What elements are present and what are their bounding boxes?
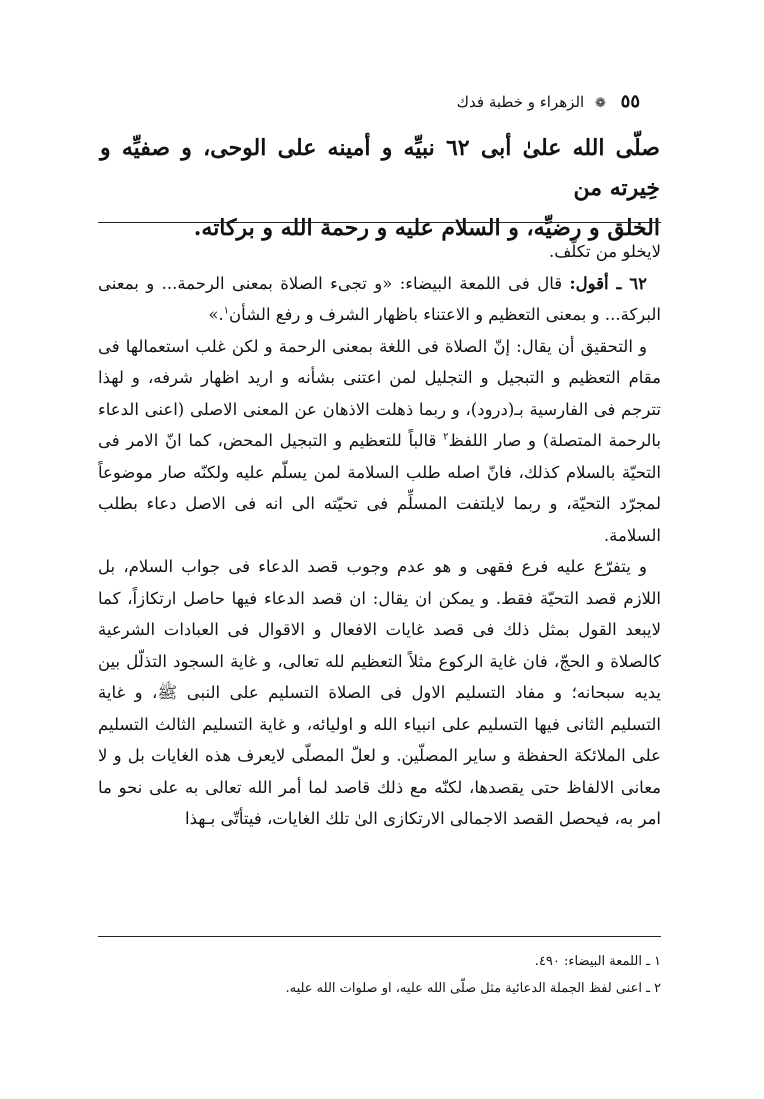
footnote: ٢ ـ اعنى لفظ الجملة الدعائية مثل صلّى الله عليه، او صلوات الله عليه.	[285, 981, 661, 996]
divider-footnotes	[98, 936, 661, 937]
paragraph	[98, 331, 661, 552]
paragraph-text: قال فى اللمعة البيضاء: «و تجىء الصلاة بمعنى الرحمة... و بمعنى البركة... و بمعنى التعظيم و الاعتناء باظهار الشرف و رفع الشأن	[98, 273, 661, 324]
running-title: الزهراء و خطبة فدك	[456, 93, 585, 111]
quoted-text	[100, 128, 660, 248]
page-number: ٥٥	[620, 91, 640, 112]
note-heading: ٦٢ ـ أقول:	[569, 273, 647, 293]
commentary-body	[98, 236, 661, 916]
divider-top	[98, 222, 661, 223]
header-separator-icon: ❁	[594, 96, 606, 111]
paragraph: و يتفرّع عليه فرع فقهى و هو عدم وجوب قصد الدعاء فى جواب السلام، بل اللازم قصد التحيّة فقط. و يمكن ان يقال: ان قصد الدعاء فيها حاصل ارتكازاً، كما لايبعد القول بمثل ذلك فى قصد غايات الافعال و الاقوال فى العبادات الشرعية كالصلاة و الحجّ، فان غاية الركوع مثلاً التعظيم لله تعالى، و غاية السجود التذلّل بين يديه سبحانه؛ و مفاد التسليم الاول فى الصلاة التسليم على النبى ﷺ، و غاية التسليم الثانى فيها التسليم على انبياء الله و اوليائه، و غاية التسليم الثالث التسليم على الملائكة الحفظة و ساير المصلّين. و لعلّ المصلّى لايعرف هذه الغايات بل و لا معانى الالفاظ حتى يقصدها، لكنّه مع ذلك قاصد لما أمر الله تعالى به على نحو ما امر به، فيحصل القصد الاجمالى الارتكازى الىٰ تلك الغايات، فيتأتّى بـهذا	[98, 557, 661, 828]
footnote: ١ ـ اللمعة البيضاء: ٤٩٠.	[534, 954, 661, 969]
footnote-ref[interactable]: ١	[223, 305, 230, 317]
quote-line: صلّى الله علىٰ أبى ٦٢ نبيِّه و أمينه على الوحى، و صفيِّه و خِيرته من	[100, 135, 660, 201]
quote-line: الخلق و رضيِّه، و السلام عليه و رحمة الله و بركاته.	[193, 215, 660, 241]
paragraph-text: .»	[208, 305, 224, 324]
paragraph-text: و التحقيق أن يقال: إنّ الصلاة فى اللغة بمعنى الرحمة و لكن غلب استعمالها فى مقام التعظيم و التبجيل و التجليل لمن اعتنى بشأنه و اريد اظهار شرفه، و لهذا تترجم فى الفارسية بـ(درود)، و ربما ذهلت الاذهان عن المعنى الاصلى (اعنى الدعاء بالرحمة المتصلة) و صار اللفظ	[98, 336, 661, 450]
paragraph-text: قالباً للتعظيم و التبجيل المحض، كما انّ الامر فى التحيّة بالسلام كذلك، فانّ اصله طلب السلامة لمن يسلّم عليه ولكنّه صار موضوعاً لمجرّد التحيّة، و ربما لايلتفت المسلِّم فى تحيّته الى انه فى الاصل دعاء بطلب السلامة.	[98, 431, 661, 545]
paragraph	[98, 268, 661, 331]
footnote-ref[interactable]: ٢	[443, 431, 449, 443]
paragraph: لايخلو من تكلّف.	[548, 242, 661, 261]
footnotes	[98, 948, 661, 1002]
running-header	[440, 88, 640, 116]
